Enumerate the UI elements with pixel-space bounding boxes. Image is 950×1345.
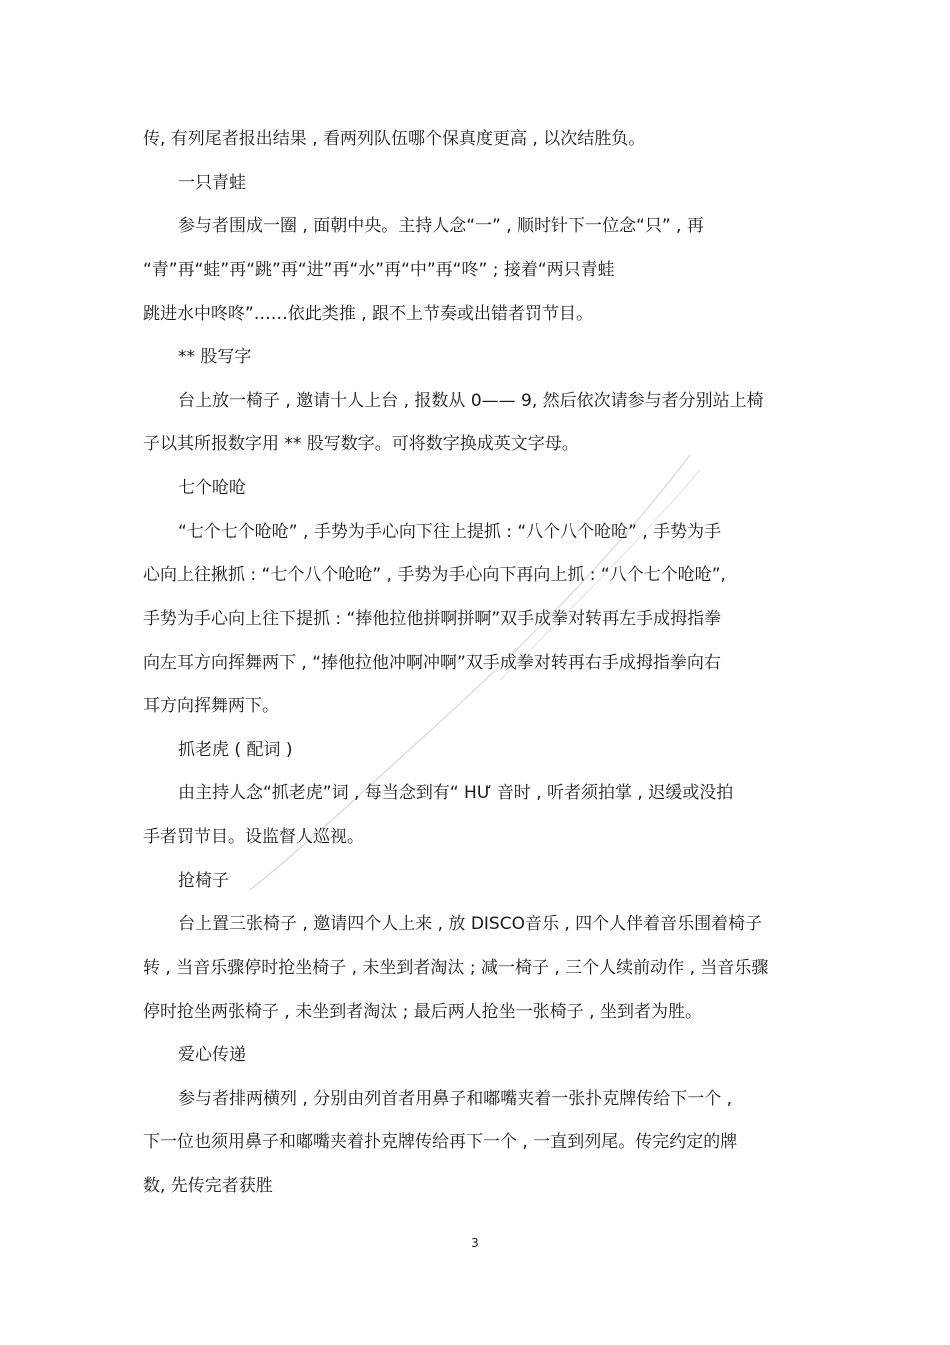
paragraph-line: 向左耳方向挥舞两下 , “捧他拉他冲啊冲啊”双手成拳对转再右手成拇指拳向右 <box>143 653 721 673</box>
paragraph-line: 传, 有列尾者报出结果 , 看两列队伍哪个保真度更高 , 以次结胜负。 <box>143 129 646 149</box>
section-heading-tiger: 抓老虎 ( 配词 ) <box>178 740 293 760</box>
paragraph-line: 转 , 当音乐骤停时抢坐椅子 , 未坐到者淘汰 ; 减一椅子 , 三个人续前动作 , 当音乐骤 <box>143 958 769 978</box>
paragraph-line: 跳进水中咚咚”……依此类推 , 跟不上节奏或出错者罚节目。 <box>143 304 594 324</box>
paragraph-line: 参与者排两横列 , 分别由列首者用鼻子和嘟嘴夹着一张扑克牌传给下一个 , <box>178 1089 733 1109</box>
paragraph-line: 由主持人念“抓老虎”词 , 每当念到有“ HƯ 音时 , 听者须拍掌 , 迟缓或没拍 <box>178 783 734 803</box>
paragraph-line: 台上放一椅子 , 邀请十人上台 , 报数从 0—— 9, 然后依次请参与者分别站上椅 <box>178 391 764 411</box>
paragraph-line: 下一位也须用鼻子和嘟嘴夹着扑克牌传给再下一个 , 一直到列尾。传完约定的牌 <box>143 1132 738 1152</box>
section-heading-qiang: 七个呛呛 <box>178 478 246 498</box>
paragraph-line: “青”再“蛙”再“跳”再“进”再“水”再“中”再“咚” ; 接着“两只青蛙 <box>143 260 615 280</box>
paragraph-line: 耳方向挥舞两下。 <box>143 696 279 716</box>
paragraph-line: 参与者围成一圈 , 面朝中央。主持人念“一” , 顺时针下一位念“只” , 再 <box>178 216 704 236</box>
paragraph-line: “七个七个呛呛” , 手势为手心向下往上提抓 : “八个八个呛呛” , 手势为手 <box>178 522 722 542</box>
section-heading-frog: 一只青蛙 <box>178 173 246 193</box>
section-heading-love: 爱心传递 <box>178 1045 246 1065</box>
section-heading-chairs: 抢椅子 <box>178 871 229 891</box>
page-number: 3 <box>471 1236 479 1250</box>
paragraph-line: 台上置三张椅子 , 邀请四个人上来 , 放 DISCO音乐 , 四个人伴着音乐围着椅子 <box>178 914 763 934</box>
section-heading-writing: ** 股写字 <box>178 347 252 367</box>
paragraph-line: 停时抢坐两张椅子 , 未坐到者淘汰 ; 最后两人抢坐一张椅子 , 坐到者为胜。 <box>143 1002 702 1022</box>
paragraph-line: 手势为手心向上往下提抓 : “捧他拉他拼啊拼啊”双手成拳对转再左手成拇指拳 <box>143 609 722 629</box>
paragraph-line: 子以其所报数字用 ** 股写数字。可将数字换成英文字母。 <box>143 434 579 454</box>
paragraph-line: 手者罚节目。设监督人巡视。 <box>143 827 364 847</box>
paragraph-line: 数, 先传完者获胜 <box>143 1176 273 1196</box>
paragraph-line: 心向上往揪抓 : “七个八个呛呛” , 手势为手心向下再向上抓 : “八个七个呛呛”, <box>143 565 726 585</box>
